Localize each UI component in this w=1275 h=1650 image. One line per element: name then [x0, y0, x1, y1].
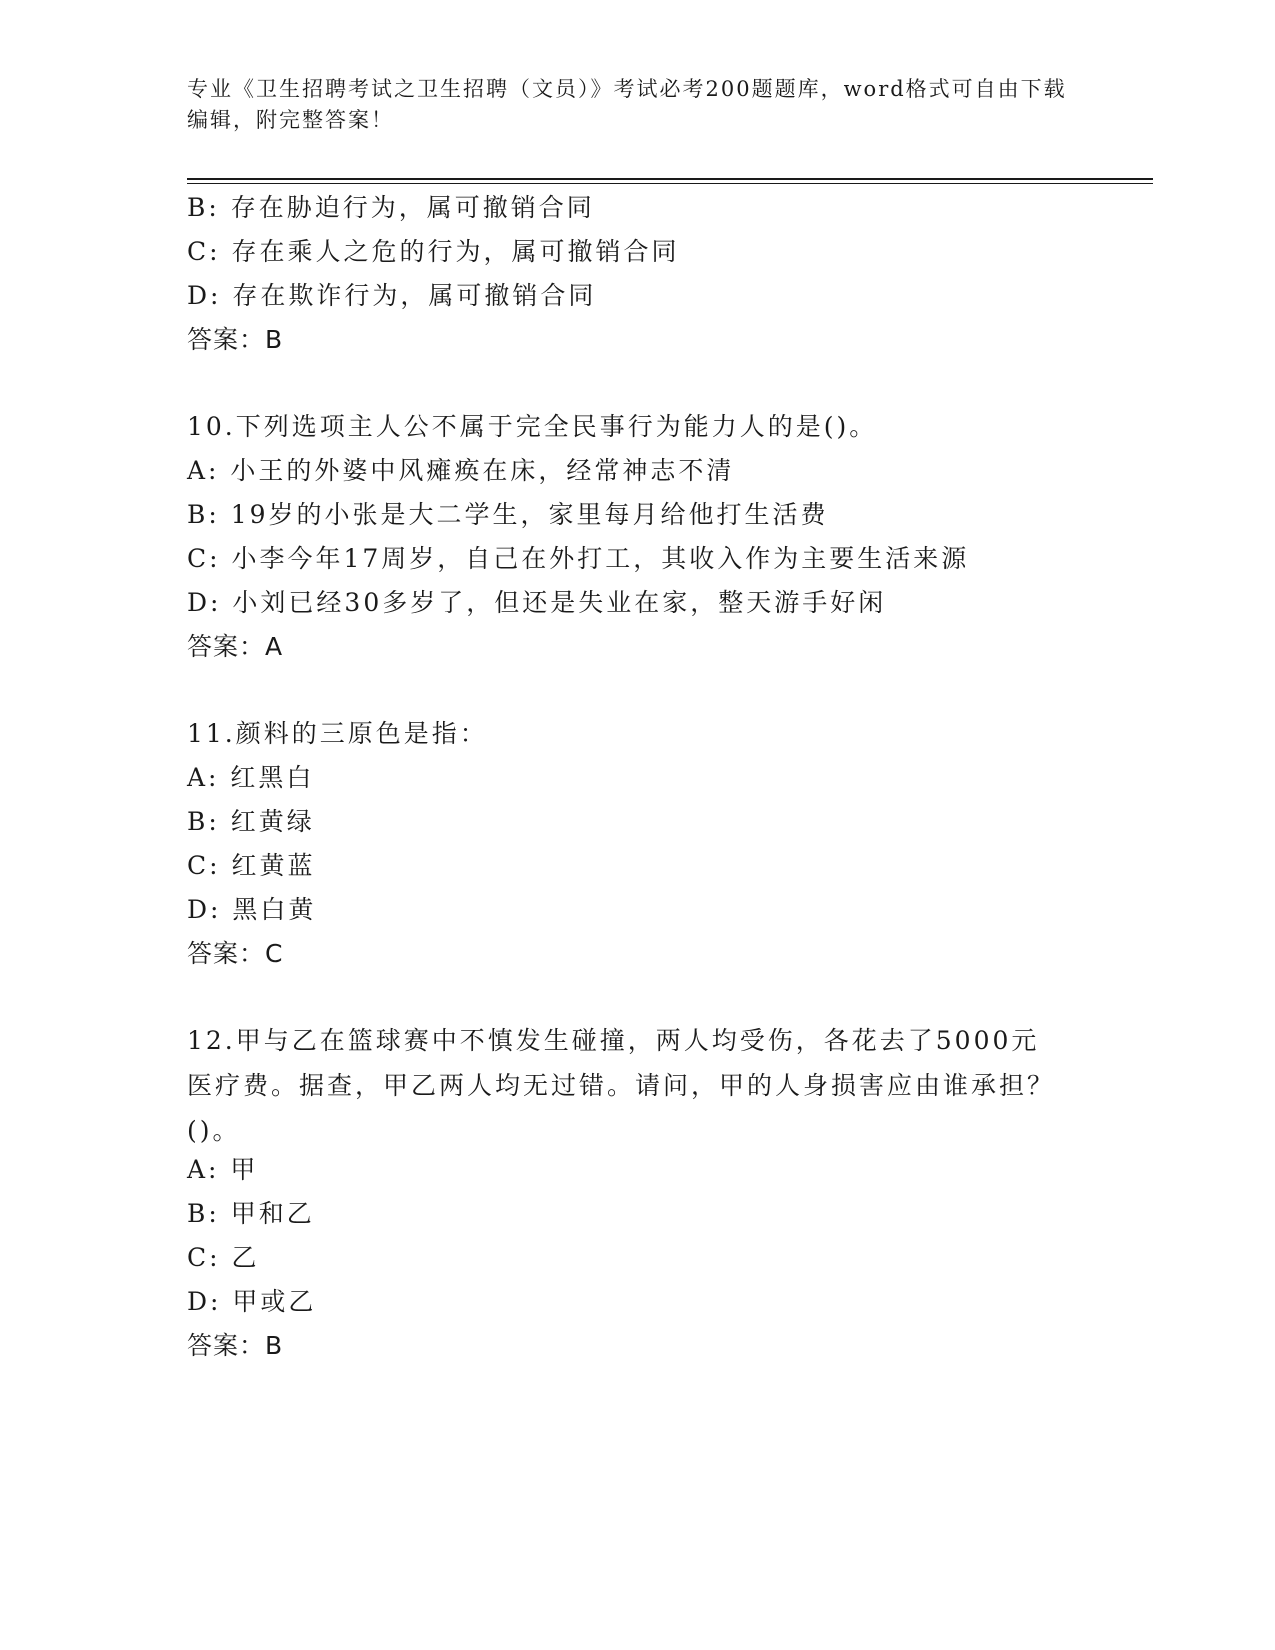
q12-question: 12.甲与乙在篮球赛中不慎发生碰撞，两人均受伤，各花去了5000元医疗费。据查，甲乙两人均无过错。请问，甲的人身损害应由谁承担？()。	[187, 1026, 1056, 1145]
q10-option-a: A: 小王的外婆中风瘫痪在床，经常神志不清	[187, 456, 735, 485]
q10-option-d: D: 小刘已经30多岁了，但还是失业在家，整天游手好闲	[187, 588, 887, 617]
header-divider-thick	[187, 178, 1153, 180]
q11-option-b: B: 红黄绿	[187, 807, 315, 836]
q9-option-c: C: 存在乘人之危的行为，属可撤销合同	[187, 237, 680, 266]
q11-question: 11.颜料的三原色是指：	[187, 719, 488, 748]
q12-option-d: D: 甲或乙	[187, 1287, 317, 1316]
document-header: 专业《卫生招聘考试之卫生招聘（文员）》考试必考200题题库，word格式可自由下载编辑，附完整答案！	[187, 77, 1067, 132]
q11-option-d: D: 黑白黄	[187, 895, 317, 924]
header-divider-thin	[187, 183, 1153, 184]
q9-option-b: B: 存在胁迫行为，属可撤销合同	[187, 193, 595, 222]
q12-option-c: C: 乙	[187, 1243, 260, 1272]
q9-option-d: D: 存在欺诈行为，属可撤销合同	[187, 281, 597, 310]
q9-answer: 答案：B	[187, 325, 284, 354]
q10-option-b: B: 19岁的小张是大二学生，家里每月给他打生活费	[187, 500, 829, 529]
q12-option-a: A: 甲	[187, 1155, 259, 1184]
q10-question: 10.下列选项主人公不属于完全民事行为能力人的是()。	[187, 412, 878, 441]
q10-answer: 答案：A	[187, 632, 284, 661]
q12-answer: 答案：B	[187, 1331, 284, 1360]
q11-option-a: A: 红黑白	[187, 763, 315, 792]
q12-option-b: B: 甲和乙	[187, 1199, 315, 1228]
q11-answer: 答案：C	[187, 939, 284, 968]
q10-option-c: C: 小李今年17周岁，自己在外打工，其收入作为主要生活来源	[187, 544, 970, 573]
q11-option-c: C: 红黄蓝	[187, 851, 316, 880]
